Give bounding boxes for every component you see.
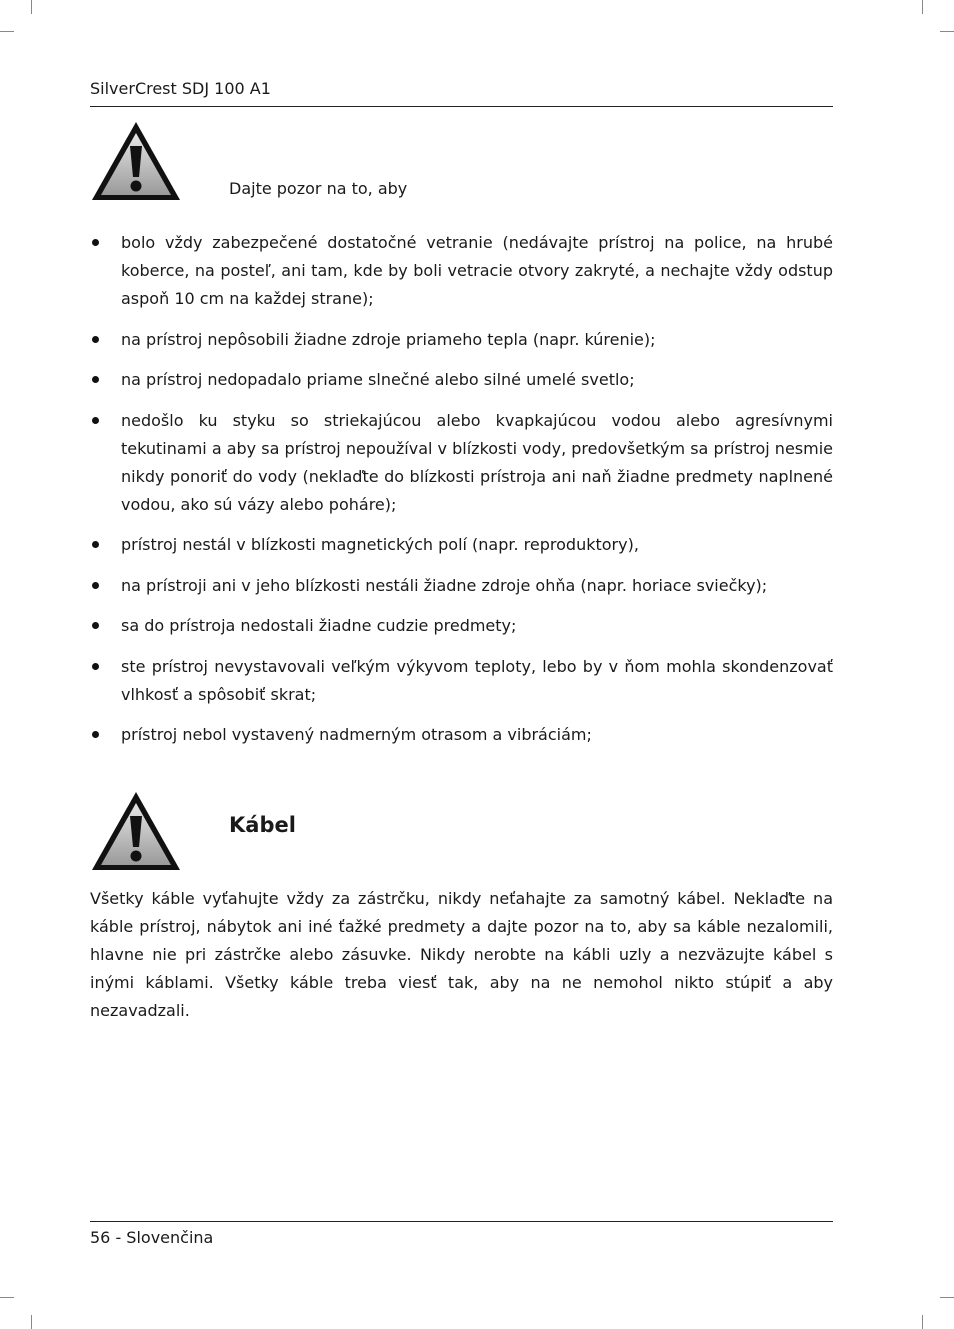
crop-mark	[940, 31, 954, 32]
list-item: na prístroj nepôsobili žiadne zdroje priameho tepla (napr. kúrenie);	[90, 326, 833, 354]
warning-intro-text: Dajte pozor na to, aby	[229, 179, 408, 198]
bullet-icon	[92, 376, 99, 383]
list-item: prístroj nestál v blízkosti magnetických polí (napr. reproduktory),	[90, 531, 833, 559]
bullet-icon	[92, 731, 99, 738]
list-item: prístroj nebol vystavený nadmerným otrasom a vibráciám;	[90, 721, 833, 749]
crop-mark	[922, 0, 923, 14]
list-item: na prístroji ani v jeho blízkosti nestáli žiadne zdroje ohňa (napr. horiace sviečky);	[90, 572, 833, 600]
bullet-icon	[92, 417, 99, 424]
crop-mark	[940, 1297, 954, 1298]
crop-mark	[31, 0, 32, 14]
bullet-icon	[92, 663, 99, 670]
list-item: nedošlo ku styku so striekajúcou alebo kvapkajúcou vodou alebo agresívnymi tekutinami a aby sa prístroj nepoužíval v blízkosti vody, predovšetkým sa prístroj nesmie nikdy ponoriť do vody (neklaďte do blízkosti prístroja ani naň žiadne predmety naplnené vodou, ako sú vázy alebo poháre);	[90, 407, 833, 519]
list-item: sa do prístroja nedostali žiadne cudzie predmety;	[90, 612, 833, 640]
footer-rule	[90, 1221, 833, 1222]
warning-list	[90, 229, 833, 762]
crop-mark	[31, 1315, 32, 1329]
bullet-icon	[92, 582, 99, 589]
section-title: Kábel	[229, 813, 296, 837]
bullet-icon	[92, 622, 99, 629]
bullet-icon	[92, 541, 99, 548]
section-body: Všetky káble vyťahujte vždy za zástrčku, nikdy neťahajte za samotný kábel. Neklaďte na káble prístroj, nábytok ani iné ťažké predmety a dajte pozor na to, aby sa káble nezalomili, hlavne nie pri zástrčke alebo zásuvke. Nikdy nerobte na kábli uzly a nezväzujte kábel s inými káblami. Všetky káble treba viesť tak, aby na ne nemohol nikto stúpiť a aby nezavadzali.	[90, 889, 833, 1020]
list-item: na prístroj nedopadalo priame slnečné alebo silné umelé svetlo;	[90, 366, 833, 394]
warning-triangle-icon	[90, 120, 182, 202]
list-item: ste prístroj nevystavovali veľkým výkyvom teploty, lebo by v ňom mohla skondenzovať vlhkosť a spôsobiť skrat;	[90, 653, 833, 709]
crop-mark	[0, 1297, 14, 1298]
header-rule	[90, 106, 833, 107]
page-footer: 56 - Slovenčina	[90, 1228, 214, 1247]
page-header: SilverCrest SDJ 100 A1	[90, 79, 271, 98]
list-item: bolo vždy zabezpečené dostatočné vetranie (nedávajte prístroj na police, na hrubé koberce, na posteľ, ani tam, kde by boli vetracie otvory zakryté, a nechajte vždy odstup aspoň 10 cm na každej strane);	[90, 229, 833, 313]
warning-triangle-icon	[90, 790, 182, 872]
crop-mark	[922, 1315, 923, 1329]
bullet-icon	[92, 336, 99, 343]
bullet-icon	[92, 239, 99, 246]
crop-mark	[0, 31, 14, 32]
